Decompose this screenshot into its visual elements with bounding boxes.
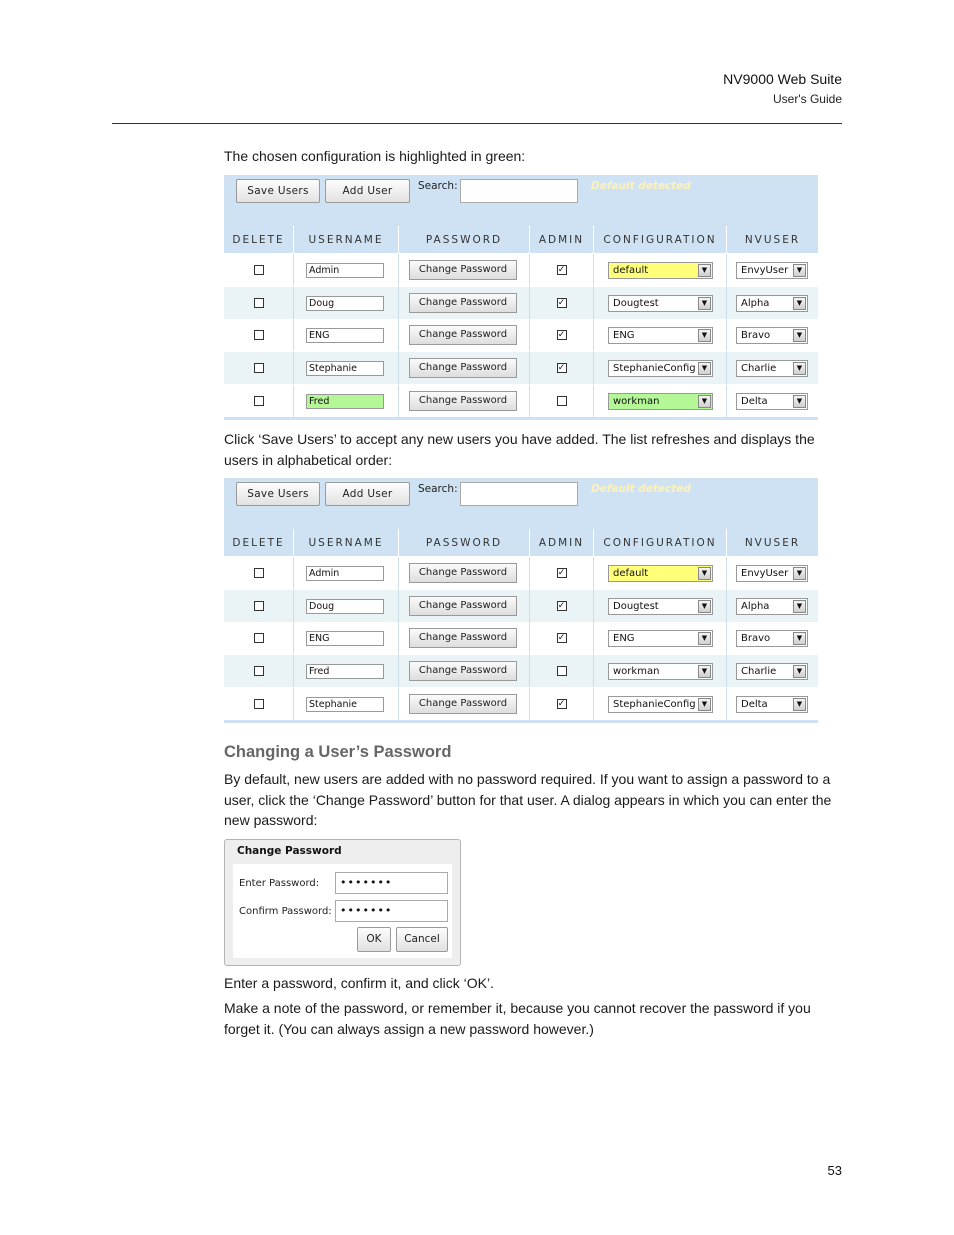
table-row [224,319,818,351]
nvuser-value: Alpha [741,297,770,309]
username-cell [294,352,399,384]
configuration-select[interactable] [608,630,713,647]
configuration-select[interactable] [608,565,713,582]
dropdown-arrow-icon[interactable]: ▼ [698,698,711,711]
dropdown-arrow-icon[interactable]: ▼ [793,362,806,375]
configuration-cell [594,254,727,286]
delete-cell [224,319,294,351]
username-cell [294,622,399,654]
configuration-select[interactable] [608,360,713,377]
admin-checkbox[interactable]: ✓ [557,633,566,644]
configuration-cell [594,590,727,622]
admin-cell [530,254,594,286]
configuration-select[interactable] [608,295,713,312]
dropdown-arrow-icon[interactable]: ▼ [698,329,711,342]
configuration-value: StephanieConfig [613,363,696,375]
confirm-password-label: Confirm Password: [239,906,332,917]
admin-checkbox[interactable] [557,396,567,406]
admin-cell [530,590,594,622]
configuration-cell [594,319,727,351]
search-input[interactable] [460,179,578,203]
dropdown-arrow-icon[interactable]: ▼ [698,395,711,408]
delete-cell [224,254,294,286]
username-input[interactable]: Stephanie [306,697,384,712]
configuration-value: ENG [613,633,635,645]
confirm-password-input[interactable]: ••••••• [335,900,448,922]
panel-bottom-border [224,720,818,723]
nvuser-select[interactable] [736,696,808,713]
dropdown-arrow-icon[interactable]: ▼ [793,264,806,277]
change-password-button[interactable]: Change Password [409,628,517,648]
search-label: Search: [418,483,458,495]
table-row [224,688,818,720]
dropdown-arrow-icon[interactable]: ▼ [793,600,806,613]
save-users-button[interactable]: Save Users [236,179,320,203]
change-password-button[interactable]: Change Password [409,391,517,411]
admin-cell [530,622,594,654]
admin-checkbox[interactable]: ✓ [557,297,566,308]
username-cell [294,385,399,417]
nvuser-cell [727,655,818,687]
nvuser-cell [727,254,818,286]
dropdown-arrow-icon[interactable]: ▼ [793,297,806,310]
configuration-value: default [613,265,649,276]
cancel-button[interactable]: Cancel [396,927,448,952]
configuration-select[interactable] [608,262,713,279]
nvuser-select[interactable] [736,598,808,615]
nvuser-value: EnvyUser [741,265,789,276]
configuration-cell [594,655,727,687]
delete-cell [224,590,294,622]
nvuser-value: Bravo [741,330,771,342]
configuration-select[interactable] [608,598,713,615]
delete-checkbox[interactable] [254,633,264,643]
nvuser-select[interactable] [736,565,808,582]
configuration-value: Dougtest [613,297,659,309]
admin-checkbox[interactable]: ✓ [557,330,566,341]
username-cell [294,655,399,687]
configuration-cell [594,287,727,319]
nvuser-value: Delta [741,395,768,407]
nvuser-cell [727,352,818,384]
password-cell [399,622,530,654]
nvuser-value: Delta [741,698,768,710]
configuration-cell [594,622,727,654]
change-password-button[interactable]: Change Password [409,694,517,714]
table-row [224,352,818,384]
password-cell [399,385,530,417]
nvuser-cell [727,385,818,417]
admin-cell [530,319,594,351]
dropdown-arrow-icon[interactable]: ▼ [698,665,711,678]
configuration-value: ENG [613,330,635,342]
column-header-delete: DELETE [224,226,294,253]
dropdown-arrow-icon[interactable]: ▼ [793,395,806,408]
configuration-cell [594,688,727,720]
admin-checkbox[interactable]: ✓ [557,568,566,578]
nvuser-select[interactable] [736,630,808,647]
delete-checkbox[interactable] [254,699,264,709]
nvuser-value: EnvyUser [741,568,789,579]
delete-checkbox[interactable] [254,298,264,308]
username-input[interactable]: Stephanie [306,361,384,376]
admin-cell [530,557,594,589]
column-header-password: PASSWORD [399,529,530,556]
delete-checkbox[interactable] [254,601,264,611]
column-header-username: USERNAME [294,529,399,556]
username-input[interactable]: Doug [306,599,384,614]
change-password-button[interactable]: Change Password [409,596,517,616]
password-cell [399,655,530,687]
delete-checkbox[interactable] [254,666,264,676]
dropdown-arrow-icon[interactable]: ▼ [793,665,806,678]
table-row [224,287,818,319]
default-detected-notice: Default detected [591,483,691,495]
password-cell [399,352,530,384]
delete-cell [224,385,294,417]
username-cell [294,688,399,720]
change-password-dialog [224,839,461,966]
delete-cell [224,622,294,654]
dropdown-arrow-icon[interactable]: ▼ [698,632,711,645]
password-note-paragraph: Make a note of the password, or remember it, because you cannot recover the password if you forget it. (You can always assign a new password however.) [224,1000,811,1037]
doc-title: NV9000 Web Suite [723,71,842,87]
configuration-select[interactable] [608,696,713,713]
password-cell [399,557,530,589]
delete-checkbox[interactable] [254,396,264,406]
password-cell [399,287,530,319]
nvuser-select[interactable] [736,360,808,377]
column-header-row [224,226,818,253]
admin-cell [530,287,594,319]
ok-button[interactable]: OK [357,927,391,952]
delete-checkbox[interactable] [254,568,264,578]
users-panel-after [224,478,818,723]
panel-bottom-border [224,417,818,420]
dropdown-arrow-icon[interactable]: ▼ [793,567,806,580]
save-users-button[interactable]: Save Users [236,482,320,506]
dropdown-arrow-icon[interactable]: ▼ [698,600,711,613]
configuration-value: Dougtest [613,600,659,612]
username-input[interactable]: Admin [306,566,384,581]
username-cell [294,287,399,319]
password-cell [399,319,530,351]
nvuser-cell [727,622,818,654]
page-number: 53 [827,1163,842,1178]
username-input[interactable]: Doug [306,296,384,311]
table-row [224,385,818,417]
configuration-select[interactable] [608,327,713,344]
delete-cell [224,352,294,384]
default-detected-notice: Default detected [591,180,691,192]
password-cell [399,590,530,622]
admin-checkbox[interactable]: ✓ [557,265,566,275]
column-header-nvuser: NVUSER [744,234,801,246]
delete-cell [224,688,294,720]
dropdown-arrow-icon[interactable]: ▼ [698,362,711,375]
admin-checkbox[interactable] [557,666,567,676]
column-header-row [224,529,818,556]
column-header-delete: DELETE [224,529,294,556]
dropdown-arrow-icon[interactable]: ▼ [793,632,806,645]
change-password-paragraph: By default, new users are added with no password required. If you want to assign a password to a user, click the ‘Change Password’ button for that user. A dialog appears in which you can enter the new password: [224,771,832,828]
column-header-nvuser: NVUSER [744,537,801,549]
password-cell [399,254,530,286]
table-row [224,590,818,622]
dropdown-arrow-icon[interactable]: ▼ [698,567,711,580]
configuration-select[interactable] [608,393,713,410]
admin-cell [530,352,594,384]
delete-cell [224,557,294,589]
change-password-button[interactable]: Change Password [409,260,517,280]
configuration-cell [594,385,727,417]
table-row [224,655,818,687]
table-row [224,622,818,654]
nvuser-select[interactable] [736,262,808,279]
username-input[interactable]: ENG [306,631,384,646]
configuration-cell [594,557,727,589]
nvuser-value: Charlie [741,363,777,375]
users-toolbar [224,175,818,226]
search-input[interactable] [460,482,578,506]
dropdown-arrow-icon[interactable]: ▼ [698,264,711,277]
delete-cell [224,287,294,319]
column-header-configuration: CONFIGURATION [594,226,727,253]
nvuser-select[interactable] [736,295,808,312]
table-row [224,557,818,589]
enter-password-label: Enter Password: [239,878,320,889]
nvuser-value: Charlie [741,666,777,678]
dropdown-arrow-icon[interactable]: ▼ [793,698,806,711]
admin-cell [530,385,594,417]
table-row [224,254,818,286]
configuration-value: default [613,568,649,579]
users-toolbar [224,478,818,529]
username-cell [294,557,399,589]
delete-checkbox[interactable] [254,363,264,373]
delete-checkbox[interactable] [254,330,264,340]
nvuser-cell [727,319,818,351]
nvuser-cell [727,557,818,589]
configuration-cell [594,352,727,384]
configuration-value: workman [613,395,660,407]
username-cell [294,590,399,622]
username-cell [294,254,399,286]
username-input[interactable]: Admin [306,263,384,278]
section-heading: Changing a User’s Password [224,743,452,761]
intro-paragraph: The chosen configuration is highlighted in green: [224,148,526,164]
dialog-body [233,864,452,958]
delete-checkbox[interactable] [254,265,264,275]
nvuser-select[interactable] [736,663,808,680]
nvuser-value: Bravo [741,633,771,645]
column-header-password: PASSWORD [399,226,530,253]
enter-password-input[interactable]: ••••••• [335,872,448,894]
admin-checkbox[interactable]: ✓ [557,363,566,374]
dropdown-arrow-icon[interactable]: ▼ [698,297,711,310]
nvuser-cell [727,590,818,622]
delete-cell [224,655,294,687]
header-divider [112,123,842,124]
column-header-admin: ADMIN [530,226,594,253]
nvuser-select[interactable] [736,393,808,410]
column-header-configuration: CONFIGURATION [594,529,727,556]
nvuser-cell [727,688,818,720]
username-input[interactable]: ENG [306,328,384,343]
nvuser-value: Alpha [741,600,770,612]
admin-cell [530,688,594,720]
add-user-button[interactable]: Add User [325,179,410,203]
admin-checkbox[interactable]: ✓ [557,600,566,611]
search-label: Search: [418,180,458,192]
admin-cell [530,655,594,687]
nvuser-select[interactable] [736,327,808,344]
configuration-value: workman [613,666,660,678]
username-input[interactable]: Fred [306,394,384,409]
username-cell [294,319,399,351]
change-password-button[interactable]: Change Password [409,325,517,345]
add-user-button[interactable]: Add User [325,482,410,506]
configuration-select[interactable] [608,663,713,680]
configuration-value: StephanieConfig [613,698,696,710]
dialog-title: Change Password [237,845,342,857]
column-header-admin: ADMIN [530,529,594,556]
nvuser-cell [727,287,818,319]
change-password-button[interactable]: Change Password [409,563,517,583]
column-header-username: USERNAME [294,226,399,253]
save-users-paragraph: Click ‘Save Users’ to accept any new users you have added. The list refreshes and displays the users in alphabetical order: [224,431,815,468]
change-password-button[interactable]: Change Password [409,293,517,313]
users-panel-before [224,175,818,420]
dropdown-arrow-icon[interactable]: ▼ [793,329,806,342]
doc-subtitle: User's Guide [773,92,842,106]
change-password-button[interactable]: Change Password [409,661,517,681]
enter-password-instruction: Enter a password, confirm it, and click ‘OK’. [224,975,494,991]
change-password-button[interactable]: Change Password [409,358,517,378]
password-cell [399,688,530,720]
username-input[interactable]: Fred [306,664,384,679]
admin-checkbox[interactable]: ✓ [557,698,566,709]
